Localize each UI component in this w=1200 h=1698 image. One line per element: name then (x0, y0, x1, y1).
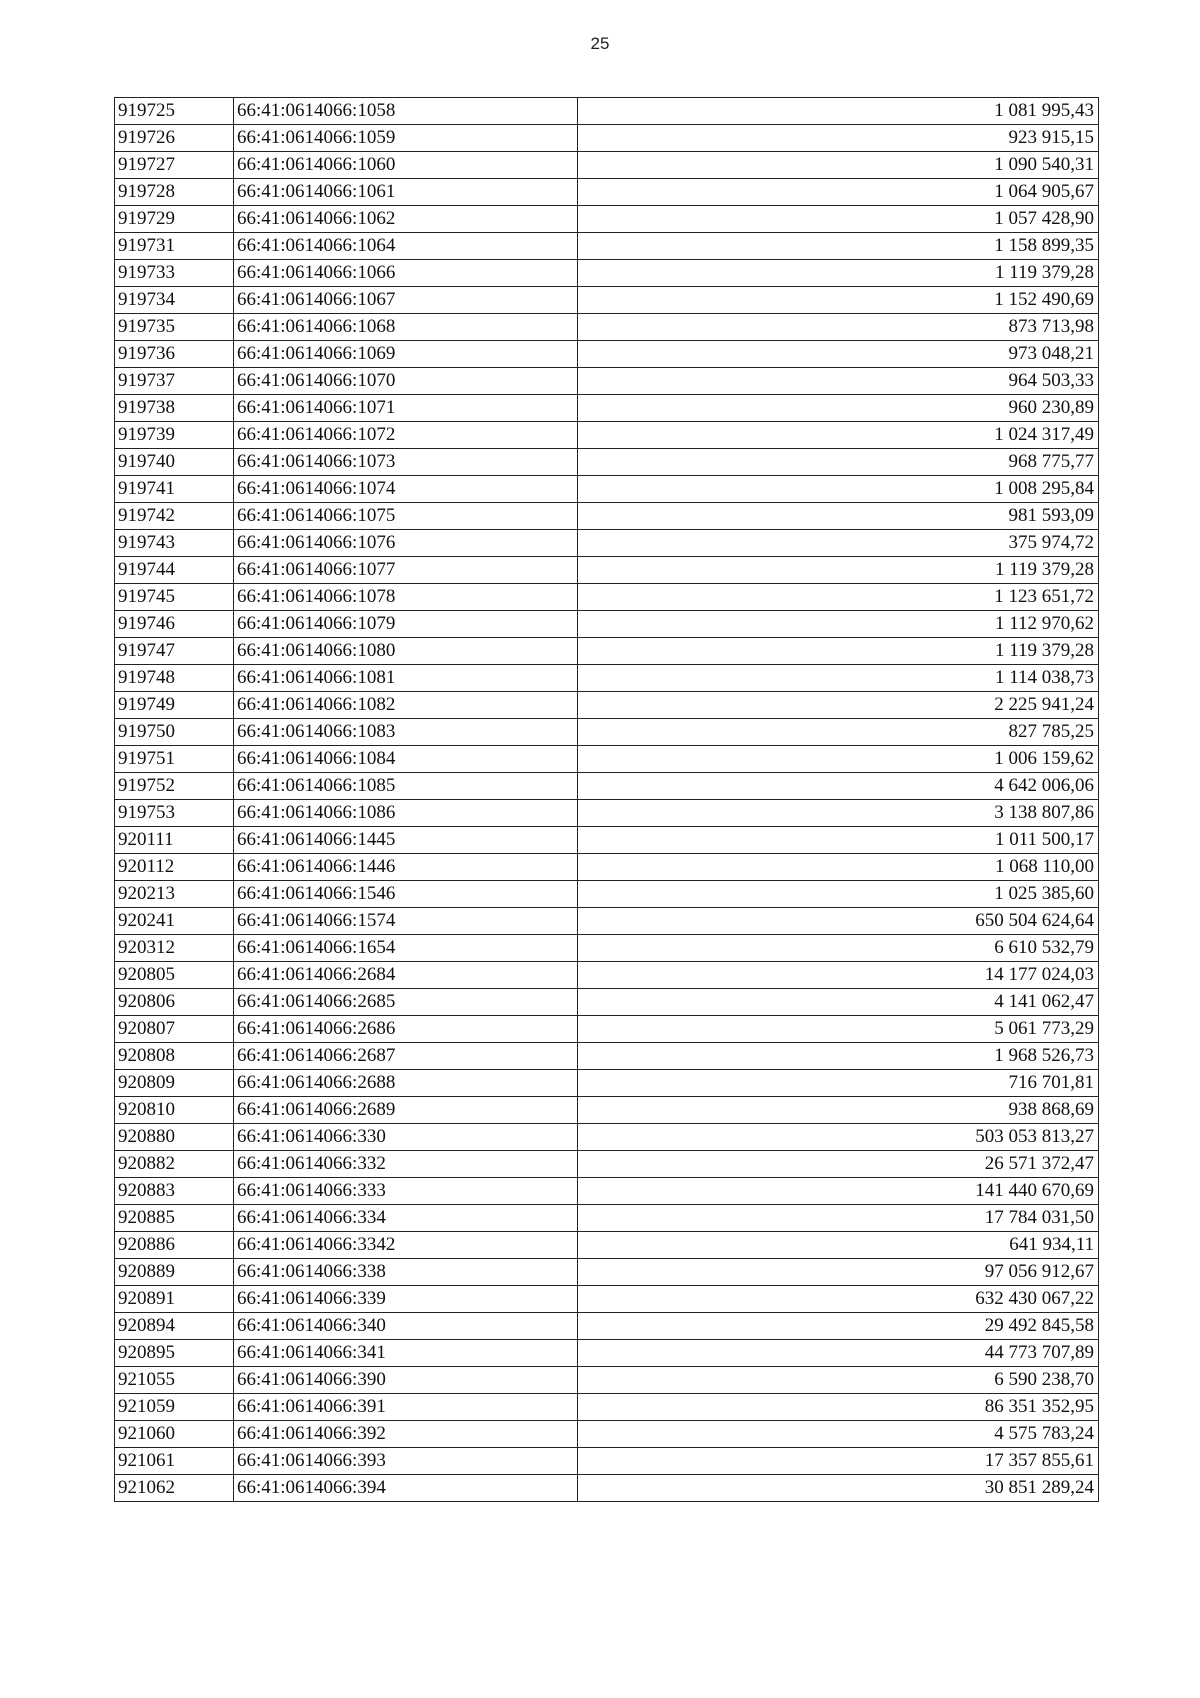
table-row (115, 1070, 1099, 1097)
amount-cell: 923 915,15 (578, 125, 1099, 152)
amount-cell: 1 152 490,69 (578, 287, 1099, 314)
row-id-cell: 921062 (115, 1475, 234, 1502)
cadastral-number-cell: 66:41:0614066:1067 (234, 287, 578, 314)
cadastral-number-cell: 66:41:0614066:1062 (234, 206, 578, 233)
row-id-cell: 919742 (115, 503, 234, 530)
row-id-cell: 919725 (115, 98, 234, 125)
row-id-cell: 920891 (115, 1286, 234, 1313)
cadastral-number-cell: 66:41:0614066:1075 (234, 503, 578, 530)
row-id-cell: 919737 (115, 368, 234, 395)
cadastral-number-cell: 66:41:0614066:1574 (234, 908, 578, 935)
cadastral-number-cell: 66:41:0614066:333 (234, 1178, 578, 1205)
cadastral-number-cell: 66:41:0614066:2688 (234, 1070, 578, 1097)
row-id-cell: 920213 (115, 881, 234, 908)
row-id-cell: 919726 (115, 125, 234, 152)
cadastral-number-cell: 66:41:0614066:2684 (234, 962, 578, 989)
row-id-cell: 919731 (115, 233, 234, 260)
amount-cell: 641 934,11 (578, 1232, 1099, 1259)
row-id-cell: 920241 (115, 908, 234, 935)
amount-cell: 1 123 651,72 (578, 584, 1099, 611)
table-row (115, 881, 1099, 908)
amount-cell: 1 112 970,62 (578, 611, 1099, 638)
row-id-cell: 920809 (115, 1070, 234, 1097)
cadastral-number-cell: 66:41:0614066:393 (234, 1448, 578, 1475)
row-id-cell: 919735 (115, 314, 234, 341)
cadastral-number-cell: 66:41:0614066:1058 (234, 98, 578, 125)
row-id-cell: 919738 (115, 395, 234, 422)
cadastral-number-cell: 66:41:0614066:1446 (234, 854, 578, 881)
table-row (115, 800, 1099, 827)
row-id-cell: 919728 (115, 179, 234, 206)
table-row (115, 827, 1099, 854)
cadastral-number-cell: 66:41:0614066:1072 (234, 422, 578, 449)
cadastral-number-cell: 66:41:0614066:1084 (234, 746, 578, 773)
cadastral-number-cell: 66:41:0614066:340 (234, 1313, 578, 1340)
row-id-cell: 919736 (115, 341, 234, 368)
cadastral-number-cell: 66:41:0614066:1070 (234, 368, 578, 395)
row-id-cell: 921060 (115, 1421, 234, 1448)
cadastral-number-cell: 66:41:0614066:330 (234, 1124, 578, 1151)
amount-cell: 17 784 031,50 (578, 1205, 1099, 1232)
row-id-cell: 919733 (115, 260, 234, 287)
cadastral-number-cell: 66:41:0614066:3342 (234, 1232, 578, 1259)
cadastral-number-cell: 66:41:0614066:1068 (234, 314, 578, 341)
row-id-cell: 919744 (115, 557, 234, 584)
table-row (115, 1151, 1099, 1178)
table-row (115, 908, 1099, 935)
amount-cell: 29 492 845,58 (578, 1313, 1099, 1340)
cadastral-number-cell: 66:41:0614066:1077 (234, 557, 578, 584)
amount-cell: 1 057 428,90 (578, 206, 1099, 233)
table-row (115, 395, 1099, 422)
cadastral-number-cell: 66:41:0614066:1079 (234, 611, 578, 638)
table-row (115, 1205, 1099, 1232)
table-row (115, 935, 1099, 962)
table-row (115, 206, 1099, 233)
table-row (115, 719, 1099, 746)
table-row (115, 152, 1099, 179)
table-row (115, 125, 1099, 152)
cadastral-number-cell: 66:41:0614066:1073 (234, 449, 578, 476)
row-id-cell: 919734 (115, 287, 234, 314)
cadastral-number-cell: 66:41:0614066:2686 (234, 1016, 578, 1043)
cadastral-number-cell: 66:41:0614066:334 (234, 1205, 578, 1232)
row-id-cell: 920312 (115, 935, 234, 962)
cadastral-number-cell: 66:41:0614066:332 (234, 1151, 578, 1178)
amount-cell: 1 119 379,28 (578, 638, 1099, 665)
cadastral-number-cell: 66:41:0614066:1071 (234, 395, 578, 422)
row-id-cell: 919739 (115, 422, 234, 449)
cadastral-number-cell: 66:41:0614066:1546 (234, 881, 578, 908)
table-row (115, 1097, 1099, 1124)
row-id-cell: 919753 (115, 800, 234, 827)
row-id-cell: 920895 (115, 1340, 234, 1367)
amount-cell: 4 642 006,06 (578, 773, 1099, 800)
row-id-cell: 920111 (115, 827, 234, 854)
amount-cell: 968 775,77 (578, 449, 1099, 476)
row-id-cell: 920805 (115, 962, 234, 989)
table-row (115, 665, 1099, 692)
amount-cell: 97 056 912,67 (578, 1259, 1099, 1286)
amount-cell: 981 593,09 (578, 503, 1099, 530)
table-row (115, 1178, 1099, 1205)
cadastral-number-cell: 66:41:0614066:391 (234, 1394, 578, 1421)
amount-cell: 1 008 295,84 (578, 476, 1099, 503)
row-id-cell: 919750 (115, 719, 234, 746)
registry-table-body (115, 98, 1099, 1502)
cadastral-number-cell: 66:41:0614066:1066 (234, 260, 578, 287)
row-id-cell: 919727 (115, 152, 234, 179)
row-id-cell: 921055 (115, 1367, 234, 1394)
cadastral-number-cell: 66:41:0614066:1086 (234, 800, 578, 827)
row-id-cell: 920806 (115, 989, 234, 1016)
table-row (115, 1448, 1099, 1475)
amount-cell: 1 064 905,67 (578, 179, 1099, 206)
amount-cell: 1 068 110,00 (578, 854, 1099, 881)
amount-cell: 86 351 352,95 (578, 1394, 1099, 1421)
cadastral-number-cell: 66:41:0614066:1082 (234, 692, 578, 719)
row-id-cell: 920894 (115, 1313, 234, 1340)
cadastral-number-cell: 66:41:0614066:339 (234, 1286, 578, 1313)
row-id-cell: 919746 (115, 611, 234, 638)
cadastral-number-cell: 66:41:0614066:1085 (234, 773, 578, 800)
amount-cell: 1 090 540,31 (578, 152, 1099, 179)
amount-cell: 30 851 289,24 (578, 1475, 1099, 1502)
amount-cell: 141 440 670,69 (578, 1178, 1099, 1205)
cadastral-number-cell: 66:41:0614066:2685 (234, 989, 578, 1016)
row-id-cell: 920810 (115, 1097, 234, 1124)
row-id-cell: 919752 (115, 773, 234, 800)
row-id-cell: 919749 (115, 692, 234, 719)
amount-cell: 2 225 941,24 (578, 692, 1099, 719)
cadastral-number-cell: 66:41:0614066:394 (234, 1475, 578, 1502)
table-row (115, 260, 1099, 287)
cadastral-number-cell: 66:41:0614066:1060 (234, 152, 578, 179)
cadastral-number-cell: 66:41:0614066:1080 (234, 638, 578, 665)
table-row (115, 1340, 1099, 1367)
row-id-cell: 919751 (115, 746, 234, 773)
row-id-cell: 919748 (115, 665, 234, 692)
cadastral-number-cell: 66:41:0614066:2687 (234, 1043, 578, 1070)
amount-cell: 14 177 024,03 (578, 962, 1099, 989)
cadastral-number-cell: 66:41:0614066:1076 (234, 530, 578, 557)
row-id-cell: 919740 (115, 449, 234, 476)
table-row (115, 422, 1099, 449)
amount-cell: 632 430 067,22 (578, 1286, 1099, 1313)
table-row (115, 1232, 1099, 1259)
row-id-cell: 920880 (115, 1124, 234, 1151)
table-row (115, 1286, 1099, 1313)
amount-cell: 6 610 532,79 (578, 935, 1099, 962)
row-id-cell: 919745 (115, 584, 234, 611)
table-row (115, 233, 1099, 260)
cadastral-number-cell: 66:41:0614066:1074 (234, 476, 578, 503)
table-row (115, 1124, 1099, 1151)
amount-cell: 1 119 379,28 (578, 557, 1099, 584)
amount-cell: 4 141 062,47 (578, 989, 1099, 1016)
amount-cell: 1 006 159,62 (578, 746, 1099, 773)
amount-cell: 1 025 385,60 (578, 881, 1099, 908)
row-id-cell: 920889 (115, 1259, 234, 1286)
table-row (115, 746, 1099, 773)
table-row (115, 1475, 1099, 1502)
cadastral-number-cell: 66:41:0614066:1078 (234, 584, 578, 611)
cadastral-number-cell: 66:41:0614066:390 (234, 1367, 578, 1394)
amount-cell: 827 785,25 (578, 719, 1099, 746)
table-row (115, 476, 1099, 503)
amount-cell: 873 713,98 (578, 314, 1099, 341)
row-id-cell: 919743 (115, 530, 234, 557)
cadastral-number-cell: 66:41:0614066:1081 (234, 665, 578, 692)
cadastral-number-cell: 66:41:0614066:1654 (234, 935, 578, 962)
row-id-cell: 921061 (115, 1448, 234, 1475)
page-number: 25 (590, 34, 610, 53)
row-id-cell: 920885 (115, 1205, 234, 1232)
amount-cell: 5 061 773,29 (578, 1016, 1099, 1043)
amount-cell: 1 968 526,73 (578, 1043, 1099, 1070)
table-row (115, 449, 1099, 476)
table-row (115, 1394, 1099, 1421)
amount-cell: 17 357 855,61 (578, 1448, 1099, 1475)
table-row (115, 611, 1099, 638)
table-row (115, 962, 1099, 989)
cadastral-number-cell: 66:41:0614066:1061 (234, 179, 578, 206)
row-id-cell: 920807 (115, 1016, 234, 1043)
row-id-cell: 919741 (115, 476, 234, 503)
amount-cell: 3 138 807,86 (578, 800, 1099, 827)
table-row (115, 287, 1099, 314)
amount-cell: 375 974,72 (578, 530, 1099, 557)
cadastral-number-cell: 66:41:0614066:1445 (234, 827, 578, 854)
amount-cell: 4 575 783,24 (578, 1421, 1099, 1448)
cadastral-number-cell: 66:41:0614066:1083 (234, 719, 578, 746)
table-row (115, 638, 1099, 665)
cadastral-number-cell: 66:41:0614066:338 (234, 1259, 578, 1286)
row-id-cell: 920112 (115, 854, 234, 881)
table-row (115, 503, 1099, 530)
table-row (115, 98, 1099, 125)
table-row (115, 557, 1099, 584)
amount-cell: 1 119 379,28 (578, 260, 1099, 287)
amount-cell: 1 024 317,49 (578, 422, 1099, 449)
amount-cell: 973 048,21 (578, 341, 1099, 368)
table-row (115, 1043, 1099, 1070)
amount-cell: 44 773 707,89 (578, 1340, 1099, 1367)
table-row (115, 1367, 1099, 1394)
amount-cell: 1 081 995,43 (578, 98, 1099, 125)
cadastral-number-cell: 66:41:0614066:1069 (234, 341, 578, 368)
cadastral-number-cell: 66:41:0614066:1059 (234, 125, 578, 152)
amount-cell: 1 114 038,73 (578, 665, 1099, 692)
table-row (115, 584, 1099, 611)
table-row (115, 368, 1099, 395)
amount-cell: 964 503,33 (578, 368, 1099, 395)
amount-cell: 650 504 624,64 (578, 908, 1099, 935)
amount-cell: 503 053 813,27 (578, 1124, 1099, 1151)
table-row (115, 989, 1099, 1016)
table-row (115, 692, 1099, 719)
amount-cell: 1 011 500,17 (578, 827, 1099, 854)
amount-cell: 960 230,89 (578, 395, 1099, 422)
row-id-cell: 921059 (115, 1394, 234, 1421)
table-row (115, 530, 1099, 557)
cadastral-number-cell: 66:41:0614066:2689 (234, 1097, 578, 1124)
amount-cell: 716 701,81 (578, 1070, 1099, 1097)
table-row (115, 1313, 1099, 1340)
registry-table (114, 97, 1099, 1502)
cadastral-number-cell: 66:41:0614066:1064 (234, 233, 578, 260)
row-id-cell: 919747 (115, 638, 234, 665)
amount-cell: 26 571 372,47 (578, 1151, 1099, 1178)
table-row (115, 179, 1099, 206)
table-row (115, 1259, 1099, 1286)
cadastral-number-cell: 66:41:0614066:341 (234, 1340, 578, 1367)
table-row (115, 314, 1099, 341)
table-row (115, 1016, 1099, 1043)
row-id-cell: 920883 (115, 1178, 234, 1205)
row-id-cell: 919729 (115, 206, 234, 233)
amount-cell: 1 158 899,35 (578, 233, 1099, 260)
table-row (115, 773, 1099, 800)
table-row (115, 854, 1099, 881)
table-row (115, 341, 1099, 368)
row-id-cell: 920882 (115, 1151, 234, 1178)
amount-cell: 6 590 238,70 (578, 1367, 1099, 1394)
row-id-cell: 920886 (115, 1232, 234, 1259)
cadastral-number-cell: 66:41:0614066:392 (234, 1421, 578, 1448)
amount-cell: 938 868,69 (578, 1097, 1099, 1124)
table-row (115, 1421, 1099, 1448)
row-id-cell: 920808 (115, 1043, 234, 1070)
